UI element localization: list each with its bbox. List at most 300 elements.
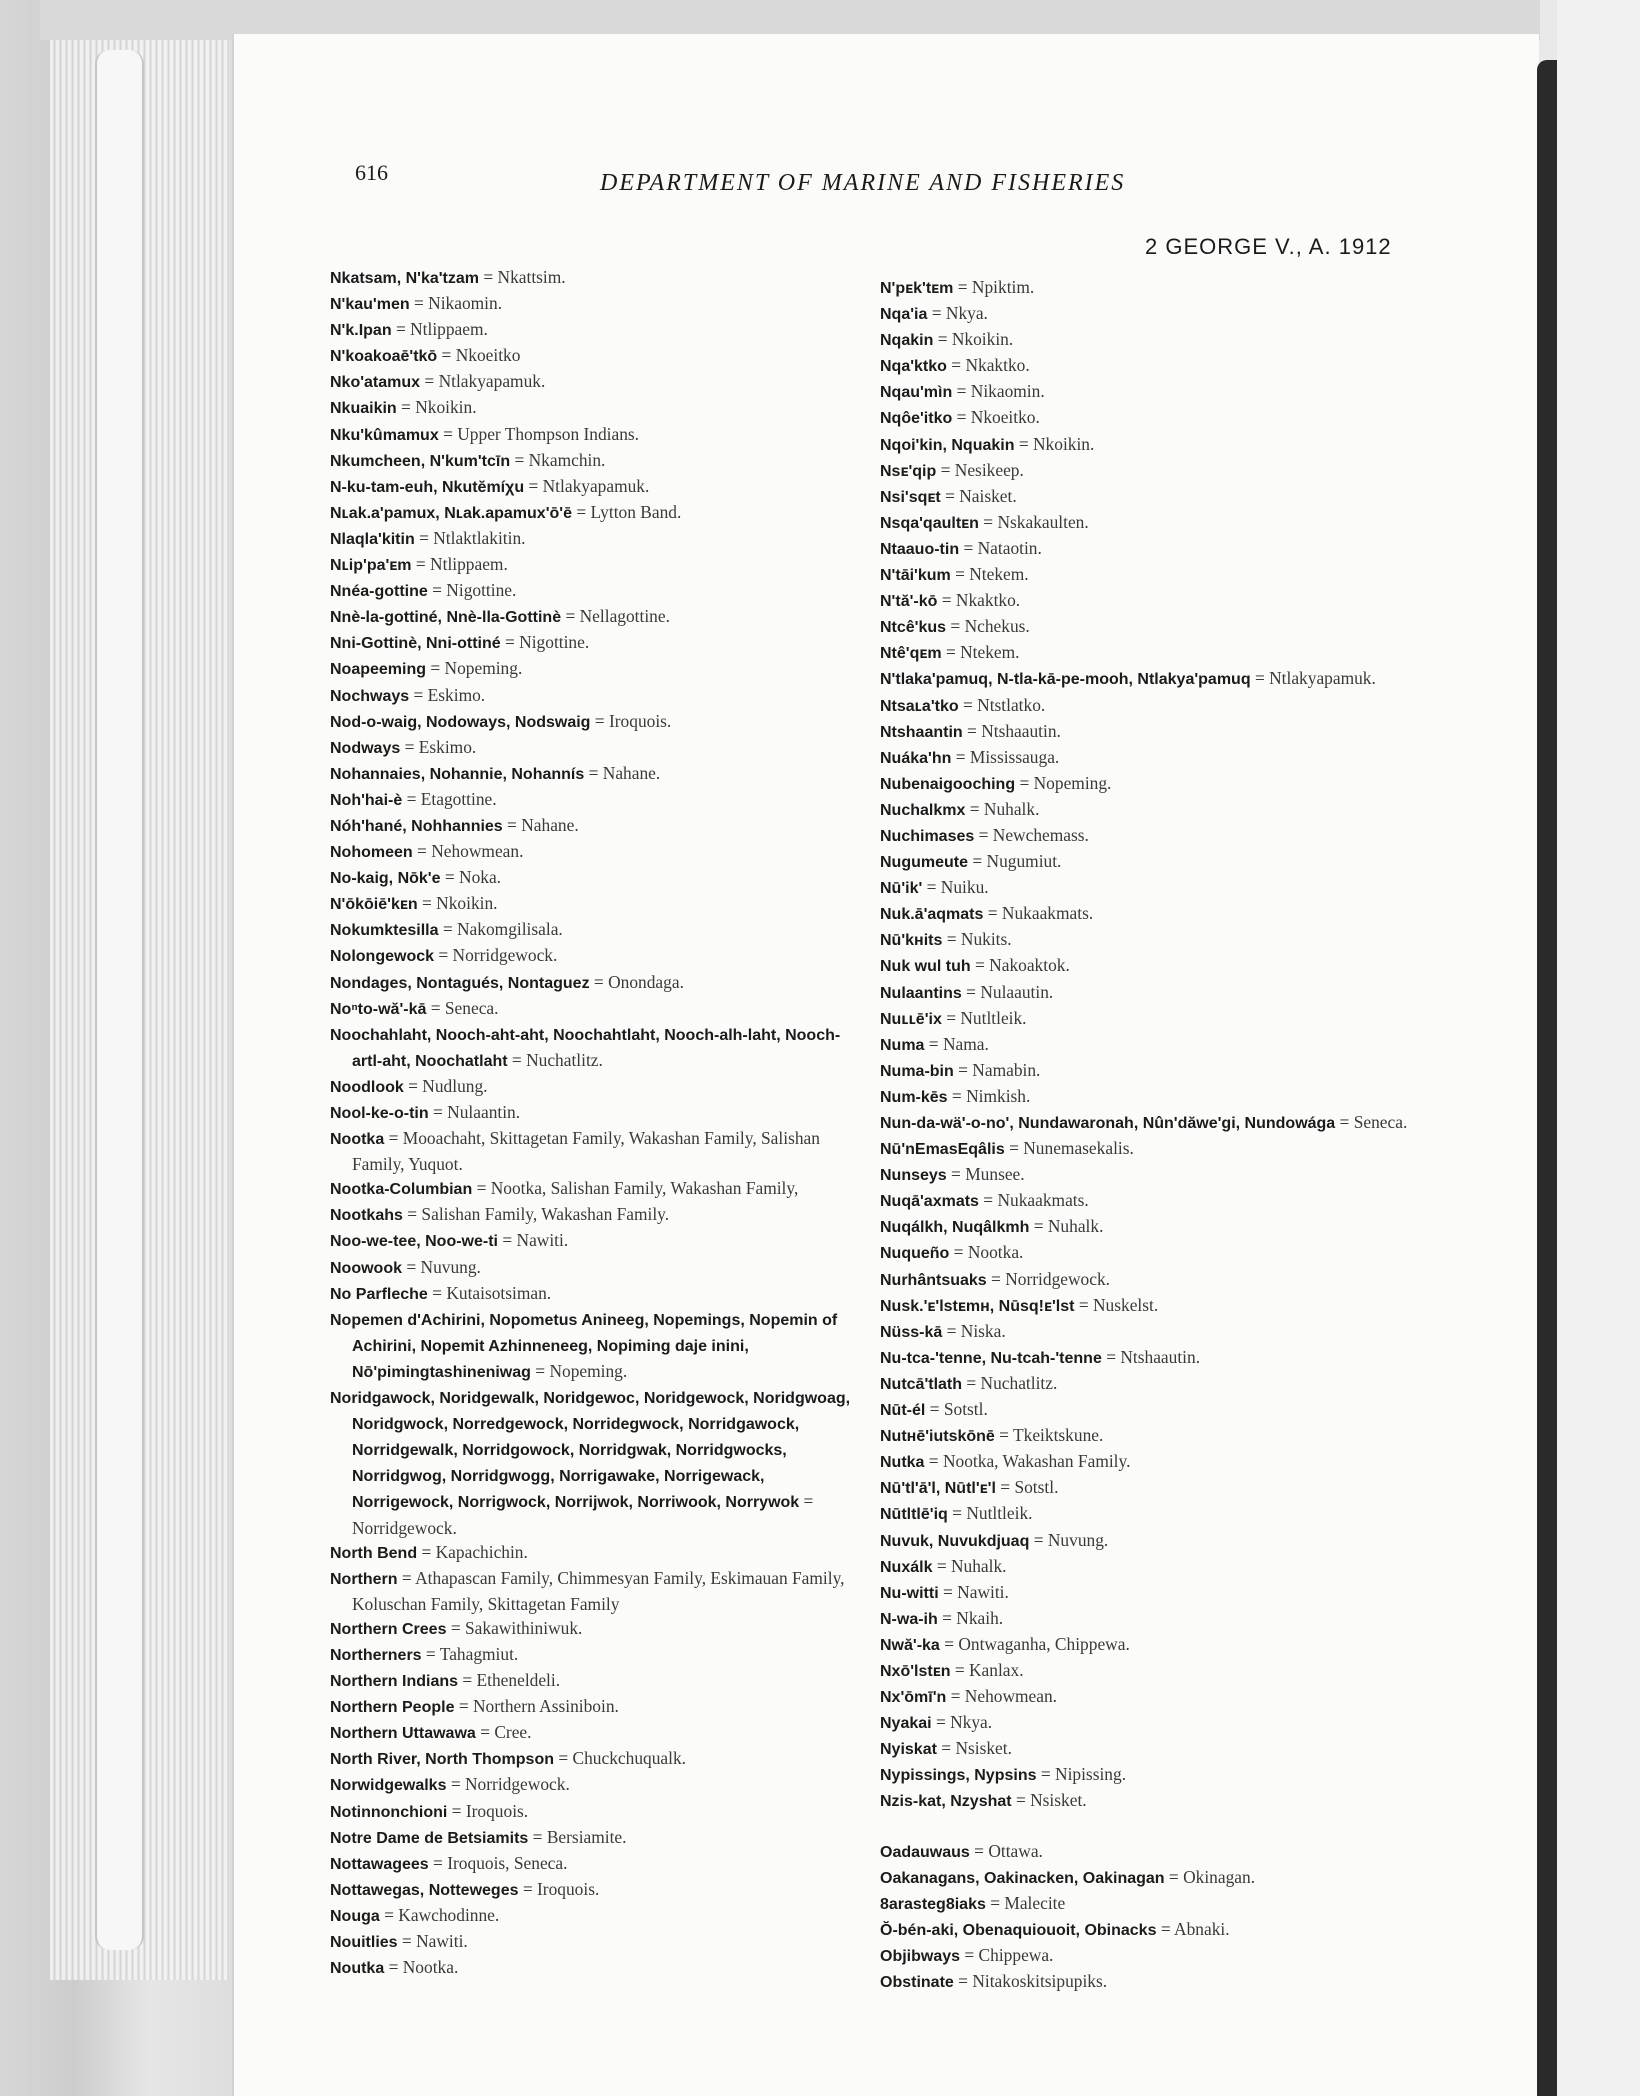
equals-sign: = xyxy=(1014,433,1033,454)
equals-sign: = xyxy=(952,381,971,402)
entry-headword: Obstinate xyxy=(880,1974,954,1991)
entry-headword: North Bend xyxy=(330,1544,418,1562)
entry-headword: Nūt-él xyxy=(880,1402,926,1420)
glossary-entry xyxy=(880,432,1420,458)
entry-reference: Nuiku. xyxy=(940,877,989,898)
equals-sign: = xyxy=(446,1774,465,1795)
equals-sign: = xyxy=(1015,772,1034,793)
entry-headword: Nkumcheen, N'kum'tcīn xyxy=(330,452,511,470)
equals-sign: = xyxy=(936,459,955,480)
entry-reference: Bersiamite. xyxy=(546,1826,627,1847)
glossary-entry xyxy=(330,1074,870,1100)
entry-reference: Mississauga. xyxy=(969,746,1060,767)
entry-headword: Nxō'lstᴇn xyxy=(880,1662,951,1680)
book-tab-edge xyxy=(95,50,144,1950)
glossary-entry xyxy=(880,1762,1420,1788)
equals-sign: = xyxy=(384,1128,403,1149)
entry-reference: Nkya. xyxy=(950,1712,993,1733)
glossary-entry xyxy=(880,1710,1420,1736)
equals-sign: = xyxy=(561,606,580,627)
entry-reference: Lytton Band. xyxy=(590,501,682,522)
glossary-entry xyxy=(880,1969,1420,1995)
entry-headword: Nu-witti xyxy=(880,1584,939,1602)
equals-sign: = xyxy=(428,1852,448,1873)
entry-headword: Nun-da-wä'-o-no', Nundawaronah, Nûn'dăwe'gi, Nundowága xyxy=(880,1115,1336,1132)
equals-sign: = xyxy=(922,877,941,898)
entry-reference: Chippewa. xyxy=(978,1944,1054,1965)
glossary-entry xyxy=(880,1423,1420,1449)
entry-headword: Numa-bin xyxy=(880,1062,954,1080)
entry-reference: Nukits. xyxy=(960,929,1012,950)
glossary-entry xyxy=(880,1684,1420,1710)
entry-headword: Notre Dame de Betsiamits xyxy=(330,1829,529,1847)
entry-reference: Ntlakyapamuk. xyxy=(438,371,546,392)
entry-reference: Nkoikin. xyxy=(951,329,1014,350)
glossary-entry xyxy=(330,526,870,552)
glossary-entry xyxy=(880,1632,1420,1658)
entry-reference: Ottawa. xyxy=(988,1840,1043,1861)
entry-headword: Nubenaigooching xyxy=(880,775,1016,793)
entry-headword: Nuʟʟē'ix xyxy=(880,1010,942,1028)
entry-reference: Nimkish. xyxy=(966,1085,1031,1106)
entry-reference: Niska. xyxy=(960,1320,1006,1341)
entry-headword: N'tă'-kō xyxy=(880,593,938,611)
entry-reference: Nikaomin. xyxy=(970,381,1045,402)
entry-headword: Nū'ik' xyxy=(880,880,923,898)
equals-sign: = xyxy=(384,1957,403,1978)
equals-sign: = xyxy=(1036,1764,1056,1785)
entry-headword: Nutcā'tlath xyxy=(880,1375,963,1393)
glossary-entry xyxy=(880,275,1420,301)
equals-sign: = xyxy=(946,1164,966,1185)
equals-sign: = xyxy=(1335,1112,1354,1132)
entry-reference: Nuhalk. xyxy=(983,798,1040,819)
entry-reference: Iroquois, Seneca. xyxy=(447,1852,568,1873)
entry-reference: Sakawithiniwuk. xyxy=(465,1617,583,1638)
entry-headword: Nondages, Nontagués, Nontaguez xyxy=(330,974,590,992)
equals-sign: = xyxy=(571,501,591,522)
entry-headword: Noodlook xyxy=(330,1078,404,1096)
glossary-entry xyxy=(330,343,870,369)
entry-headword: No Parfleche xyxy=(330,1285,428,1303)
entry-reference: Nunemasekalis. xyxy=(1023,1138,1134,1159)
glossary-entry xyxy=(880,510,1420,536)
entry-headword: Nochways xyxy=(330,687,410,705)
entry-reference: Nkaktko. xyxy=(955,590,1021,611)
equals-sign: = xyxy=(510,449,529,470)
glossary-entry xyxy=(880,1188,1420,1214)
entry-reference: Nikaomin. xyxy=(428,293,503,314)
glossary-entry xyxy=(330,709,870,735)
entry-reference: Nehowmean. xyxy=(431,841,524,862)
glossary-entry xyxy=(880,1606,1420,1632)
glossary-entry xyxy=(330,1642,870,1668)
entry-reference: Nuhalk. xyxy=(1047,1216,1104,1237)
glossary-entry xyxy=(330,1202,870,1228)
entry-headword: Noⁿto-wă'-kā xyxy=(330,1000,427,1018)
glossary-entry xyxy=(330,630,870,656)
entry-reference: Ntlakyapamuk. xyxy=(1269,668,1376,689)
equals-sign: = xyxy=(554,1748,573,1769)
entry-reference: Ntshaautin. xyxy=(981,720,1061,741)
glossary-entry xyxy=(330,448,870,474)
glossary-entry xyxy=(880,797,1420,823)
glossary-entry xyxy=(880,405,1420,431)
entry-headword: Numa xyxy=(880,1036,925,1054)
entry-headword: Nool-ke-o-tin xyxy=(330,1105,429,1122)
glossary-entry xyxy=(330,422,870,448)
equals-sign: = xyxy=(947,1503,967,1524)
equals-sign: = xyxy=(933,329,952,350)
equals-sign: = xyxy=(1029,1216,1048,1237)
entry-headword: Northern Uttawawa xyxy=(330,1725,476,1743)
entry-reference: Nkamchin. xyxy=(528,449,606,470)
entry-reference: Nutltleik. xyxy=(966,1503,1033,1524)
glossary-entry xyxy=(330,970,870,996)
glossary-entry xyxy=(880,1214,1420,1240)
entry-reference: Nuvung. xyxy=(1047,1529,1109,1550)
glossary-entry xyxy=(880,719,1420,745)
entry-reference: Ntekem. xyxy=(969,564,1029,585)
entry-headword: Nū'nEmasEqâlis xyxy=(880,1141,1005,1159)
entry-reference: Iroquois. xyxy=(537,1878,600,1899)
entry-headword: Notinnonchioni xyxy=(330,1803,448,1821)
glossary-entry xyxy=(880,693,1420,719)
entry-reference: Nsisket. xyxy=(1030,1790,1087,1811)
entry-headword: Nʟak.a'pamux, Nʟak.apamux'ō'ē xyxy=(330,504,572,522)
entry-reference: Ntlippaem. xyxy=(410,319,488,340)
glossary-entry xyxy=(330,500,870,526)
entry-headword: Nqôe'itko xyxy=(880,410,953,428)
entry-reference: Nakoaktok. xyxy=(989,955,1070,976)
entry-reference: Nootka. xyxy=(402,1957,459,1978)
glossary-entry xyxy=(880,1293,1420,1319)
glossary-entry xyxy=(330,1694,870,1720)
equals-sign: = xyxy=(959,537,978,558)
equals-sign: = xyxy=(970,955,990,976)
glossary-entry xyxy=(330,395,870,421)
entry-headword: Nqa'ktko xyxy=(880,358,947,376)
entry-reference: Nkoeitko. xyxy=(970,407,1040,428)
entry-headword: Northern Indians xyxy=(330,1673,459,1691)
glossary-entry xyxy=(330,578,870,604)
entry-headword: Nūtltlē'iq xyxy=(880,1506,948,1524)
equals-sign: = xyxy=(427,580,447,601)
entry-headword: Nulaantins xyxy=(880,984,962,1002)
entry-reference: Chuckchuqualk. xyxy=(572,1748,687,1769)
entry-reference: Nakomgilisala. xyxy=(457,919,563,940)
equals-sign: = xyxy=(953,277,972,297)
entry-headword: Ŏ-bén-aki, Obenaquiouoit, Obinacks xyxy=(880,1921,1157,1939)
glossary-entry xyxy=(880,1917,1420,1943)
entry-headword: Noh'hai-è xyxy=(330,791,403,809)
glossary-entry xyxy=(330,1100,870,1126)
equals-sign: = xyxy=(454,1696,473,1717)
glossary-entry xyxy=(880,901,1420,927)
entry-headword: Nootkahs xyxy=(330,1207,403,1225)
glossary-entry xyxy=(330,1929,870,1955)
equals-sign: = xyxy=(940,485,960,506)
entry-headword: N'ōkōiē'kᴇn xyxy=(330,896,418,914)
equals-sign: = xyxy=(402,788,421,809)
glossary-entry xyxy=(330,917,870,943)
entry-reference: Etheneldeli. xyxy=(476,1670,561,1691)
entry-headword: Oakanagans, Oakinacken, Oakinagan xyxy=(880,1869,1165,1887)
entry-reference: Nipissing. xyxy=(1055,1764,1127,1785)
entry-headword: Nootka xyxy=(330,1131,385,1149)
equals-sign: = xyxy=(983,903,1002,924)
equals-sign: = xyxy=(412,841,432,862)
entry-reference: Nellagottine. xyxy=(579,606,670,627)
entry-headword: Nnè-la-gottiné, Nnè-lla-Gottinè xyxy=(330,609,562,627)
entry-reference: Malecite xyxy=(1004,1892,1066,1913)
entry-reference: Nopeming. xyxy=(1033,772,1112,793)
equals-sign: = xyxy=(1101,1346,1121,1367)
glossary-entry xyxy=(880,1267,1420,1293)
equals-sign: = xyxy=(953,1059,973,1080)
equals-sign: = xyxy=(946,616,965,637)
equals-sign: = xyxy=(447,1800,466,1821)
equals-sign: = xyxy=(409,684,428,705)
entry-headword: N'tāi'kum xyxy=(880,567,951,585)
equals-sign: = xyxy=(958,694,978,715)
entry-headword: Nni-Gottinè, Nni-ottiné xyxy=(330,635,501,653)
entry-reference: Etagottine. xyxy=(420,788,497,809)
right-column xyxy=(880,275,1420,1995)
entry-reference: Nukaakmats. xyxy=(997,1190,1089,1211)
glossary-entry xyxy=(880,1528,1420,1554)
entry-headword: Nouga xyxy=(330,1907,380,1925)
entry-reference: Sotstl. xyxy=(943,1399,988,1420)
glossary-entry xyxy=(880,484,1420,510)
equals-sign: = xyxy=(428,1102,448,1122)
glossary-entry xyxy=(880,980,1420,1006)
equals-sign: = xyxy=(952,407,971,428)
entry-reference: Ontwaganha, Chippewa. xyxy=(958,1633,1130,1654)
glossary-entry xyxy=(330,891,870,917)
equals-sign: = xyxy=(994,1425,1014,1446)
equals-sign: = xyxy=(530,1360,550,1381)
equals-sign: = xyxy=(426,997,445,1018)
equals-sign: = xyxy=(947,1085,967,1106)
glossary-entry xyxy=(880,745,1420,771)
entry-headword: Nqakin xyxy=(880,332,934,350)
entry-reference: Ntshaautin. xyxy=(1120,1346,1201,1367)
entry-reference: Nawiti. xyxy=(957,1581,1009,1602)
equals-sign: = xyxy=(932,1555,951,1576)
glossary-entry xyxy=(880,353,1420,379)
glossary-entry xyxy=(330,813,870,839)
equals-sign: = xyxy=(409,293,429,314)
entry-headword: Nolongewock xyxy=(330,948,435,966)
glossary-entry xyxy=(880,640,1420,666)
glossary-entry xyxy=(880,953,1420,979)
glossary-entry xyxy=(880,1084,1420,1110)
equals-sign: = xyxy=(1004,1138,1024,1159)
entry-reference: Nehowmean. xyxy=(964,1686,1058,1707)
glossary-entry xyxy=(330,1851,870,1877)
glossary-entry xyxy=(880,1397,1420,1423)
entry-headword: Nugumeute xyxy=(880,854,968,872)
glossary-entry xyxy=(880,1554,1420,1580)
entry-reference: Okinagan. xyxy=(1183,1866,1256,1887)
entry-headword: Nottawegas, Notteweges xyxy=(330,1881,519,1899)
entry-reference: Nuhalk. xyxy=(950,1555,1007,1576)
glossary-entry xyxy=(880,1162,1420,1188)
entry-reference: Norridgewock. xyxy=(352,1517,457,1538)
entry-headword: Ntshaantin xyxy=(880,723,963,741)
glossary-entry xyxy=(880,562,1420,588)
equals-sign: = xyxy=(420,371,439,392)
entry-reference: Seneca. xyxy=(1353,1112,1408,1132)
equals-sign: = xyxy=(479,267,498,287)
entry-headword: Ntsaʟa'tko xyxy=(880,697,959,715)
entry-headword: Nod-o-waig, Nodoways, Nodswaig xyxy=(330,713,591,731)
equals-sign: = xyxy=(951,746,970,767)
glossary-entry xyxy=(330,1772,870,1798)
glossary-entry xyxy=(330,865,870,891)
equals-sign: = xyxy=(937,1607,957,1628)
entry-headword: N'koakoaē'tkō xyxy=(330,348,438,366)
entry-reference: Nesikeep. xyxy=(954,459,1024,480)
entry-headword: Nunseys xyxy=(880,1167,947,1185)
entry-reference: Nuskelst. xyxy=(1092,1294,1159,1315)
entry-reference: Athapascan Family, Chimmesyan Family, Eskimauan Family, Koluschan Family, Skittagetan Family xyxy=(352,1567,845,1614)
entry-reference: Ntlakyapamuk. xyxy=(542,475,650,496)
equals-sign: = xyxy=(969,1840,989,1861)
glossary-entry xyxy=(880,823,1420,849)
entry-headword: N-ku-tam-euh, Nkutĕmíχu xyxy=(330,478,525,496)
equals-sign: = xyxy=(502,814,522,835)
entry-reference: Nuvung. xyxy=(420,1256,481,1277)
glossary-entry xyxy=(330,1955,870,1981)
section-gap xyxy=(880,1815,1420,1839)
equals-sign: = xyxy=(978,1190,998,1211)
glossary-entry xyxy=(330,1616,870,1642)
entry-headword: Nko'atamux xyxy=(330,374,421,392)
entry-reference: Namabin. xyxy=(972,1059,1041,1080)
glossary-entry xyxy=(880,1006,1420,1032)
equals-sign: = xyxy=(1074,1294,1093,1315)
entry-reference: Iroquois. xyxy=(465,1800,529,1821)
equals-sign: = xyxy=(434,945,453,966)
equals-sign: = xyxy=(507,1049,527,1070)
equals-sign: = xyxy=(949,1242,968,1263)
equals-sign: = xyxy=(927,303,946,324)
entry-headword: Nuchalkmx xyxy=(880,801,966,819)
glossary-entry xyxy=(330,735,870,761)
entry-reference: Nkoikin. xyxy=(415,397,477,418)
entry-reference: Iroquois. xyxy=(608,710,672,731)
glossary-entry xyxy=(880,1371,1420,1397)
entry-reference: Ntlippaem. xyxy=(430,554,508,575)
glossary-entry xyxy=(330,656,870,682)
entry-reference: Sotstl. xyxy=(1014,1477,1059,1498)
glossary-entry xyxy=(880,458,1420,484)
equals-sign: = xyxy=(379,1904,399,1925)
entry-headword: Nuxálk xyxy=(880,1558,933,1576)
equals-sign: = xyxy=(458,1670,477,1691)
entry-headword: Nusk.'ᴇ'lstᴇmʜ, Nūsq!ᴇ'lst xyxy=(880,1297,1075,1315)
entry-headword: Nurhântsuaks xyxy=(880,1271,987,1289)
entry-reference: Nootka. xyxy=(967,1242,1024,1263)
entry-headword: Nypissings, Nypsins xyxy=(880,1767,1037,1785)
glossary-entry xyxy=(880,1475,1420,1501)
entry-headword: Nóh'hané, Nohhannies xyxy=(330,817,503,835)
equals-sign: = xyxy=(437,345,456,366)
glossary-entry xyxy=(880,849,1420,875)
entry-reference: Norridgewock. xyxy=(452,945,558,966)
equals-sign: = xyxy=(953,1971,973,1991)
glossary-entry xyxy=(330,1825,870,1851)
equals-sign: = xyxy=(518,1878,537,1899)
equals-sign: = xyxy=(950,1659,969,1680)
equals-sign: = xyxy=(961,981,981,1002)
glossary-entry xyxy=(330,1228,870,1254)
equals-sign: = xyxy=(475,1722,495,1743)
entry-reference: Nutltleik. xyxy=(960,1007,1027,1028)
entry-reference: Newchemass. xyxy=(992,824,1089,845)
entry-reference: Nulaantin. xyxy=(447,1102,521,1122)
entry-headword: Nkatsam, N'ka'tzam xyxy=(330,270,480,287)
entry-headword: Nuvuk, Nuvukdjuaq xyxy=(880,1532,1030,1550)
glossary-entry xyxy=(330,787,870,813)
entry-reference: Nskakaulten. xyxy=(997,511,1089,532)
glossary-entry xyxy=(330,1746,870,1772)
entry-headword: Nnéa-gottine xyxy=(330,583,428,601)
glossary-entry xyxy=(330,1281,870,1307)
glossary-entry xyxy=(330,291,870,317)
equals-sign: = xyxy=(421,1643,440,1664)
entry-headword: Nzis-kat, Nzyshat xyxy=(880,1793,1012,1811)
entry-reference: Tahagmiut. xyxy=(439,1643,519,1664)
entry-headword: Nuqueño xyxy=(880,1245,950,1263)
entry-headword: Nyiskat xyxy=(880,1741,937,1759)
entry-headword: N'tlaka'pamuq, N-tla-kā-pe-mooh, Ntlakya'pamuq xyxy=(880,671,1251,689)
entry-reference: Nootka, Wakashan Family. xyxy=(942,1451,1131,1472)
entry-reference: Nkoeitko xyxy=(455,345,521,366)
glossary-entry xyxy=(330,1566,870,1616)
entry-reference: Nuchatlitz. xyxy=(526,1049,603,1070)
entry-reference: Kutaisotsiman. xyxy=(446,1282,552,1303)
entry-headword: Nouitlies xyxy=(330,1934,398,1951)
entry-headword: Noutka xyxy=(330,1960,385,1978)
equals-sign: = xyxy=(965,798,984,819)
entry-headword: No-kaig, Nōk'e xyxy=(330,870,441,888)
entry-headword: Nodways xyxy=(330,739,401,757)
equals-sign: = xyxy=(397,1931,417,1951)
equals-sign: = xyxy=(411,554,431,575)
entry-reference: Nigottine. xyxy=(446,580,517,601)
entry-headword: Nohomeen xyxy=(330,844,413,862)
glossary-entry xyxy=(880,1891,1420,1917)
entry-headword: Num-kēs xyxy=(880,1088,948,1106)
glossary-entry xyxy=(880,1788,1420,1814)
entry-headword: Nutʜē'iutskōnē xyxy=(880,1428,995,1446)
entry-reference: Cree. xyxy=(494,1722,532,1743)
entry-headword: Oadauwaus xyxy=(880,1843,970,1861)
entry-reference: Seneca. xyxy=(444,997,499,1018)
entry-headword: Nuk.ā'aqmats xyxy=(880,906,984,924)
equals-sign: = xyxy=(946,355,966,376)
entry-headword: Nx'ōmī'n xyxy=(880,1689,947,1707)
entry-headword: N'k.Ipan xyxy=(330,322,392,340)
entry-reference: Nahane. xyxy=(602,762,661,783)
left-column xyxy=(330,265,870,1981)
entry-headword: Ntê'qᴇm xyxy=(880,645,942,663)
glossary-entry xyxy=(330,552,870,578)
equals-sign: = xyxy=(941,642,961,663)
